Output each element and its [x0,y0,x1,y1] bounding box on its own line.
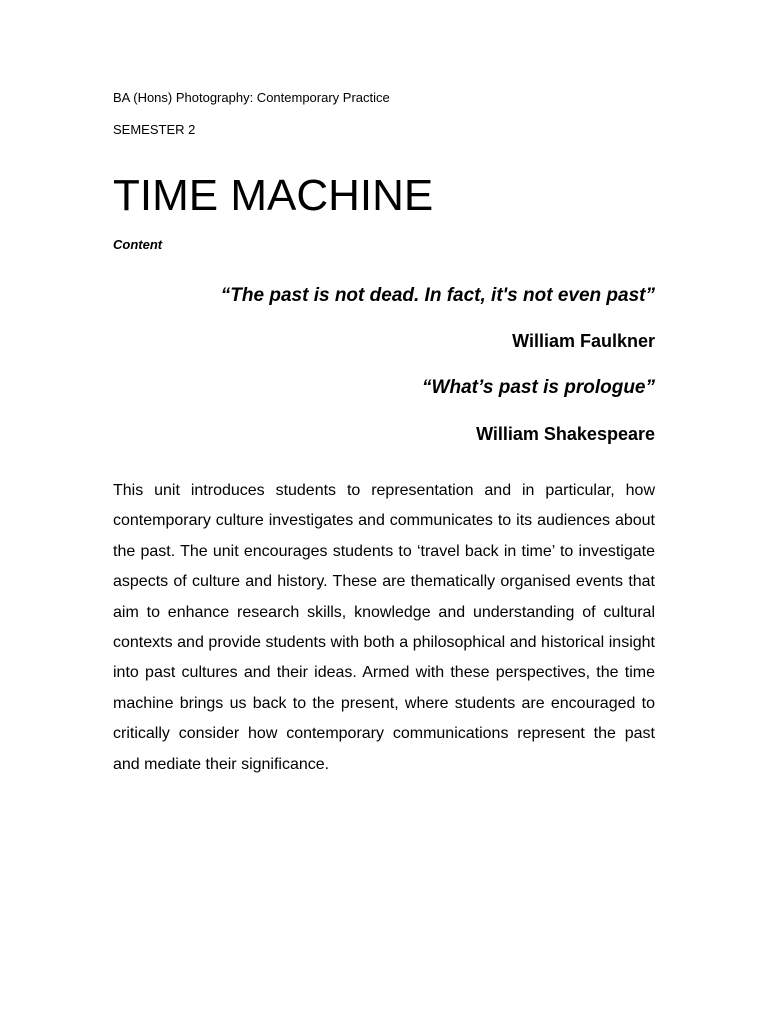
unit-description: This unit introduces students to representation and in particular, how contemporary culture investigates and communicates to its audiences about the past. The unit encourages students to ‘travel back in time’ to investigate aspects of culture and history. These are thematically organised events that aim to enhance research skills, knowledge and understanding of cultural contexts and provide students with both a philosophical and historical insight into past cultures and their ideas. Armed with these perspectives, the time machine brings us back to the present, where students are encouraged to critically consider how contemporary communications represent the past and mediate their significance. [113,482,655,773]
quote-author-faulkner: William Faulkner [512,331,655,351]
semester-label: SEMESTER 2 [113,122,196,137]
page-title: TIME MACHINE [113,171,434,220]
quote-shakespeare: “What’s past is prologue” [422,377,655,398]
section-heading: Content [113,237,163,252]
quote-author-shakespeare: William Shakespeare [476,424,655,444]
quote-faulkner: “The past is not dead. In fact, it's not even past” [220,285,655,306]
course-name: BA (Hons) Photography: Contemporary Practice [113,90,390,105]
